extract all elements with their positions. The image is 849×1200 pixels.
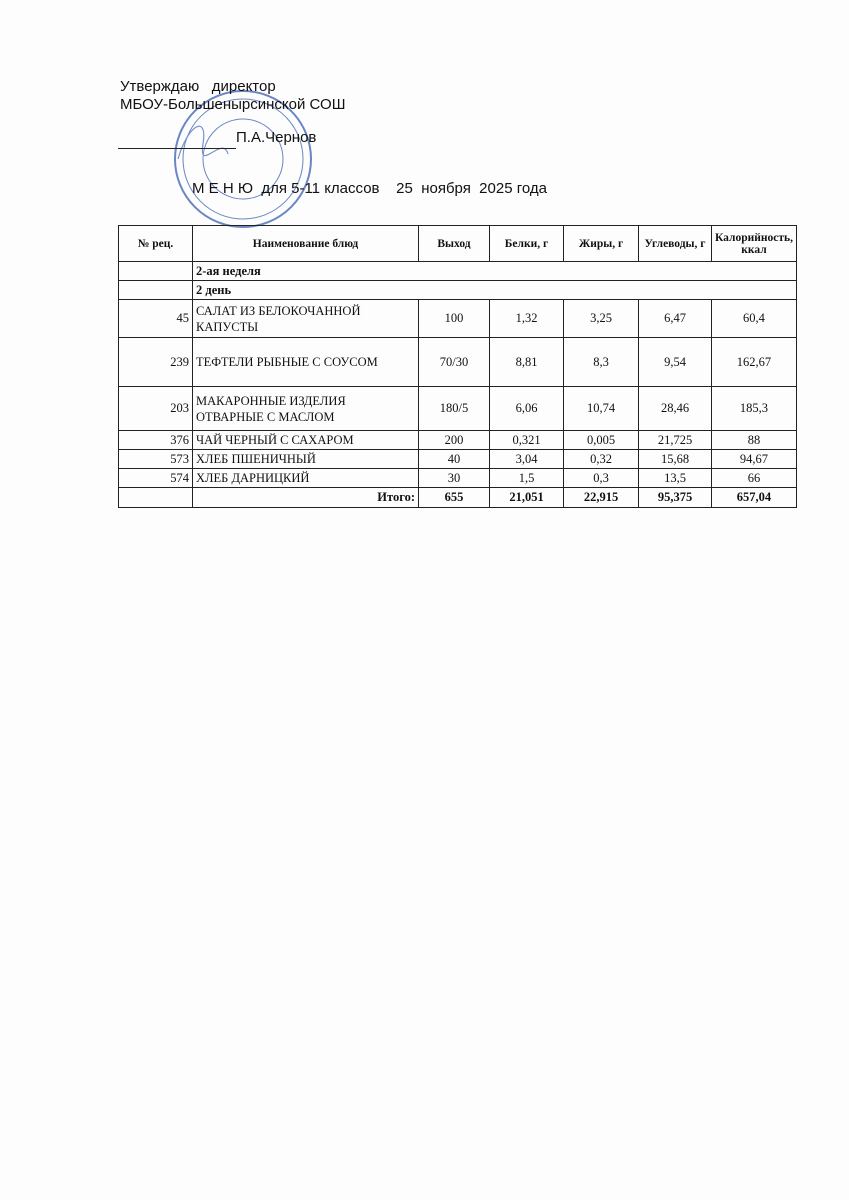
dish-name: ЧАЙ ЧЕРНЫЙ С САХАРОМ: [193, 431, 419, 450]
table-row: [119, 450, 797, 469]
carbs: 13,5: [639, 469, 712, 488]
proteins: 0,321: [490, 431, 564, 450]
carbs: 21,725: [639, 431, 712, 450]
proteins: 6,06: [490, 387, 564, 431]
total-label: Итого:: [193, 488, 419, 508]
calories: 185,3: [712, 387, 797, 431]
dish-name: САЛАТ ИЗ БЕЛОКОЧАННОЙ КАПУСТЫ: [193, 300, 419, 338]
portion-yield: 200: [419, 431, 490, 450]
recipe-number: 203: [119, 387, 193, 431]
week-row: [119, 262, 797, 281]
fats: 0,3: [564, 469, 639, 488]
proteins: 8,81: [490, 338, 564, 387]
fats: 10,74: [564, 387, 639, 431]
portion-yield: 100: [419, 300, 490, 338]
fats: 3,25: [564, 300, 639, 338]
dish-name: МАКАРОННЫЕ ИЗДЕЛИЯ ОТВАРНЫЕ С МАСЛОМ: [193, 387, 419, 431]
total-proteins: 21,051: [490, 488, 564, 508]
recipe-number: 573: [119, 450, 193, 469]
proteins: 3,04: [490, 450, 564, 469]
dish-name: ТЕФТЕЛИ РЫБНЫЕ С СОУСОМ: [193, 338, 419, 387]
fats: 0,32: [564, 450, 639, 469]
col-header: Жиры, г: [564, 226, 639, 262]
carbs: 9,54: [639, 338, 712, 387]
table-row: [119, 338, 797, 387]
calories: 66: [712, 469, 797, 488]
calories: 94,67: [712, 450, 797, 469]
total-carbs: 95,375: [639, 488, 712, 508]
calories: 88: [712, 431, 797, 450]
dish-name: ХЛЕБ ПШЕНИЧНЫЙ: [193, 450, 419, 469]
col-header: Углеводы, г: [639, 226, 712, 262]
proteins: 1,5: [490, 469, 564, 488]
signature-line: [118, 148, 236, 149]
calories: 162,67: [712, 338, 797, 387]
recipe-number: 45: [119, 300, 193, 338]
total-yield: 655: [419, 488, 490, 508]
carbs: 6,47: [639, 300, 712, 338]
fats: 8,3: [564, 338, 639, 387]
day-label: 2 день: [193, 281, 797, 300]
total-row: [119, 488, 797, 508]
proteins: 1,32: [490, 300, 564, 338]
menu-title: М Е Н Ю для 5-11 классов 25 ноября 2025 года: [192, 180, 547, 197]
menu-table: [118, 225, 797, 508]
approval-line: Утверждаю директор: [120, 78, 276, 95]
school-name: МБОУ-Большенырсинской СОШ: [120, 96, 346, 113]
col-header: Калорийность, ккал: [712, 226, 797, 262]
portion-yield: 70/30: [419, 338, 490, 387]
portion-yield: 180/5: [419, 387, 490, 431]
col-header: № рец.: [119, 226, 193, 262]
table-row: [119, 469, 797, 488]
carbs: 28,46: [639, 387, 712, 431]
director-name: П.А.Чернов: [236, 129, 317, 146]
calories: 60,4: [712, 300, 797, 338]
table-row: [119, 300, 797, 338]
fats: 0,005: [564, 431, 639, 450]
portion-yield: 30: [419, 469, 490, 488]
col-header: Белки, г: [490, 226, 564, 262]
recipe-number: 574: [119, 469, 193, 488]
week-label: 2-ая неделя: [193, 262, 797, 281]
col-header: Выход: [419, 226, 490, 262]
col-header: Наименование блюд: [193, 226, 419, 262]
recipe-number: 239: [119, 338, 193, 387]
carbs: 15,68: [639, 450, 712, 469]
day-row: [119, 281, 797, 300]
total-fats: 22,915: [564, 488, 639, 508]
portion-yield: 40: [419, 450, 490, 469]
table-row: [119, 387, 797, 431]
total-calories: 657,04: [712, 488, 797, 508]
table-row: [119, 431, 797, 450]
table-header-row: [119, 226, 797, 262]
recipe-number: 376: [119, 431, 193, 450]
dish-name: ХЛЕБ ДАРНИЦКИЙ: [193, 469, 419, 488]
